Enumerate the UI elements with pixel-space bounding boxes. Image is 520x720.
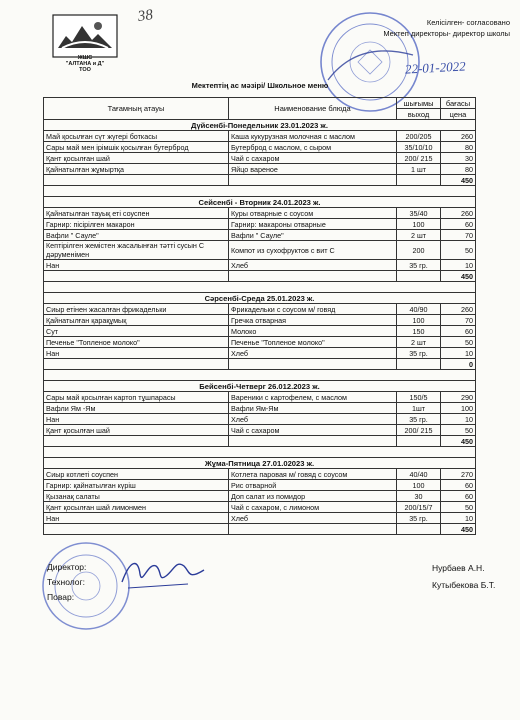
cell-dish-ru: Чай с сахаром, с лимоном — [229, 502, 397, 513]
cell-price: 10 — [441, 513, 476, 524]
header-out-ru: выход — [397, 109, 441, 120]
cell-price: 10 — [441, 348, 476, 359]
cell-dish-kz: Май қосылған сүт жүгері боткасы — [44, 131, 229, 142]
spacer-cell — [44, 282, 476, 293]
table-row — [44, 414, 476, 425]
cell-price: 100 — [441, 403, 476, 414]
cell-dish-ru: Каша кукурузная молочная с маслом — [229, 131, 397, 142]
table-row — [44, 241, 476, 260]
cell-dish-kz: Гарнир: қайнатылған күріш — [44, 480, 229, 491]
cell-output: 100 — [397, 480, 441, 491]
cell-dish-ru: Хлеб — [229, 414, 397, 425]
day-total: 0 — [441, 359, 476, 370]
cell-dish-ru: Гречка отварная — [229, 315, 397, 326]
day-total-row — [44, 436, 476, 447]
table-row — [44, 480, 476, 491]
cell-dish-ru: Яйцо вареное — [229, 164, 397, 175]
cell-price: 260 — [441, 304, 476, 315]
cell-output: 1 шт — [397, 164, 441, 175]
day-header-row — [44, 381, 476, 392]
table-row — [44, 392, 476, 403]
cell-price: 260 — [441, 131, 476, 142]
cell-price: 10 — [441, 260, 476, 271]
cell-price: 70 — [441, 315, 476, 326]
cell-price: 30 — [441, 153, 476, 164]
cell-output: 35 гр. — [397, 513, 441, 524]
day-total: 450 — [441, 436, 476, 447]
empty-cell — [229, 175, 397, 186]
empty-cell — [44, 524, 229, 535]
cell-dish-kz: Қант қосылған шай — [44, 153, 229, 164]
day-title: Сәрсенбі-Среда 25.01.2023 ж. — [44, 293, 476, 304]
day-header-row — [44, 197, 476, 208]
cell-dish-ru: Котлета паровая м/ говяд с соусом — [229, 469, 397, 480]
approval-line-agreed: Келісілген- согласовано — [426, 18, 510, 27]
empty-cell — [397, 175, 441, 186]
table-row — [44, 230, 476, 241]
table-row — [44, 304, 476, 315]
cell-output: 150 — [397, 326, 441, 337]
day-header-row — [44, 120, 476, 131]
cell-dish-ru: Компот из сухофруктов с вит С — [229, 241, 397, 260]
cell-output: 35 гр. — [397, 348, 441, 359]
empty-cell — [397, 524, 441, 535]
day-title: Бейсенбі-Четверг 26.012.2023 ж. — [44, 381, 476, 392]
cell-output: 40/90 — [397, 304, 441, 315]
header-price-kz: бағасы — [441, 98, 476, 109]
cell-price: 50 — [441, 425, 476, 436]
cell-dish-ru: Вафли " Сауле" — [229, 230, 397, 241]
day-total-row — [44, 175, 476, 186]
empty-cell — [229, 271, 397, 282]
table-row — [44, 491, 476, 502]
cell-dish-kz: Вафли " Сауле" — [44, 230, 229, 241]
table-row — [44, 260, 476, 271]
cell-dish-ru: Хлеб — [229, 348, 397, 359]
cell-output: 2 шт — [397, 230, 441, 241]
cell-dish-kz: Қызанақ салаты — [44, 491, 229, 502]
cell-dish-kz: Кептірілген жемістен жасалынған тәтті сусын С дәруменімен — [44, 241, 229, 260]
handwritten-date: 22-01-2022 — [404, 58, 466, 77]
cell-output: 200/ 215 — [397, 153, 441, 164]
approval-line-director: Мектеп директоры- директор школы — [383, 29, 510, 38]
spacer-cell — [44, 447, 476, 458]
cell-dish-ru: Доп салат из помидор — [229, 491, 397, 502]
company-logo-text: ЖШС "АЛТАНА и Д" ТОО — [65, 55, 105, 73]
cell-dish-kz: Сиыр котлеті соуспен — [44, 469, 229, 480]
cell-dish-ru: Чай с сахаром — [229, 153, 397, 164]
name-technologist: Кутыбекова Б.Т. — [432, 580, 496, 590]
cell-price: 50 — [441, 502, 476, 513]
label-director: Директор: — [47, 562, 87, 572]
table-row — [44, 326, 476, 337]
table-row — [44, 142, 476, 153]
empty-cell — [229, 524, 397, 535]
cell-price: 260 — [441, 208, 476, 219]
spacer-cell — [44, 370, 476, 381]
cell-dish-kz: Қант қосылған шай — [44, 425, 229, 436]
cell-output: 200/ 215 — [397, 425, 441, 436]
table-row — [44, 219, 476, 230]
cell-dish-kz: Нан — [44, 348, 229, 359]
cell-price: 50 — [441, 337, 476, 348]
cell-price: 290 — [441, 392, 476, 403]
day-title: Жұма-Пятница 27.01.02023 ж. — [44, 458, 476, 469]
table-row — [44, 403, 476, 414]
cell-price: 60 — [441, 326, 476, 337]
cell-dish-kz: Нан — [44, 414, 229, 425]
empty-cell — [397, 271, 441, 282]
empty-cell — [44, 271, 229, 282]
day-title: Сейсенбі - Вторник 24.01.2023 ж. — [44, 197, 476, 208]
table-header-row — [44, 98, 476, 109]
cell-output: 40/40 — [397, 469, 441, 480]
cell-output: 1шт — [397, 403, 441, 414]
day-total: 450 — [441, 175, 476, 186]
empty-cell — [44, 436, 229, 447]
cell-dish-kz: Сары май мен ірімшік қосылған бутерброд — [44, 142, 229, 153]
spacer-row — [44, 186, 476, 197]
cell-dish-ru: Рис отварной — [229, 480, 397, 491]
table-row — [44, 425, 476, 436]
signature-names — [432, 560, 495, 594]
page-title: Мектептің ас мәзірі/ Школьное меню — [191, 81, 329, 90]
cell-output: 35 гр. — [397, 414, 441, 425]
cell-output: 200/205 — [397, 131, 441, 142]
table-row — [44, 315, 476, 326]
table-row — [44, 348, 476, 359]
cell-dish-ru: Чай с сахаром — [229, 425, 397, 436]
cell-output: 200 — [397, 241, 441, 260]
day-header-row — [44, 458, 476, 469]
spacer-row — [44, 370, 476, 381]
header-kz: Тағамның атауы — [44, 98, 229, 120]
table-row — [44, 502, 476, 513]
spacer-row — [44, 282, 476, 293]
empty-cell — [44, 359, 229, 370]
cell-dish-kz: Сары май қосылған картоп тұшпарасы — [44, 392, 229, 403]
empty-cell — [397, 436, 441, 447]
empty-cell — [44, 175, 229, 186]
day-total: 450 — [441, 271, 476, 282]
day-total-row — [44, 271, 476, 282]
cell-output: 150/5 — [397, 392, 441, 403]
cell-dish-ru: Куры отварные с соусом — [229, 208, 397, 219]
cell-dish-ru: Хлеб — [229, 260, 397, 271]
menu-table — [43, 97, 476, 535]
handwritten-number: 38 — [136, 7, 154, 25]
header-price-ru: цена — [441, 109, 476, 120]
cell-dish-kz: Қайнатылған жұмыртқа — [44, 164, 229, 175]
table-row — [44, 513, 476, 524]
table-row — [44, 131, 476, 142]
spacer-cell — [44, 186, 476, 197]
cell-output: 35 гр. — [397, 260, 441, 271]
name-director: Нурбаев А.Н. — [432, 563, 485, 573]
day-total-row — [44, 359, 476, 370]
cell-output: 30 — [397, 491, 441, 502]
cell-output: 35/40 — [397, 208, 441, 219]
cell-dish-ru: Молоко — [229, 326, 397, 337]
table-row — [44, 164, 476, 175]
cell-dish-kz: Қант қосылған шай лимонмен — [44, 502, 229, 513]
cell-dish-kz: Нан — [44, 513, 229, 524]
day-header-row — [44, 293, 476, 304]
cell-dish-kz: Нан — [44, 260, 229, 271]
cell-dish-kz: Печенье "Топленое молоко" — [44, 337, 229, 348]
cell-dish-ru: Бутерброд с маслом, с сыром — [229, 142, 397, 153]
header-out-kz: шығымы — [397, 98, 441, 109]
cell-dish-ru: Вареники с картофелем, с маслом — [229, 392, 397, 403]
cell-dish-kz: Гарнир: пісірілген макарон — [44, 219, 229, 230]
table-row — [44, 469, 476, 480]
cell-output: 100 — [397, 219, 441, 230]
header-ru: Наименование блюда — [229, 98, 397, 120]
cell-dish-kz: Сиыр етінен жасалған фрикадельки — [44, 304, 229, 315]
empty-cell — [229, 436, 397, 447]
cell-price: 50 — [441, 241, 476, 260]
cell-price: 60 — [441, 219, 476, 230]
cell-price: 60 — [441, 480, 476, 491]
table-row — [44, 208, 476, 219]
cell-output: 100 — [397, 315, 441, 326]
cell-price: 80 — [441, 142, 476, 153]
cell-dish-ru: Хлеб — [229, 513, 397, 524]
director-signature-icon — [118, 552, 208, 594]
cell-price: 10 — [441, 414, 476, 425]
table-row — [44, 153, 476, 164]
day-total: 450 — [441, 524, 476, 535]
cell-dish-kz: Қайнатылған қарақұмық — [44, 315, 229, 326]
cell-dish-ru: Фрикадельки с соусом м/ говяд — [229, 304, 397, 315]
day-total-row — [44, 524, 476, 535]
cell-dish-ru: Гарнир: макароны отварные — [229, 219, 397, 230]
table-row — [44, 337, 476, 348]
cell-dish-ru: Вафли Ям-Ям — [229, 403, 397, 414]
cell-price: 70 — [441, 230, 476, 241]
cell-dish-ru: Печенье "Топленое молоко" — [229, 337, 397, 348]
label-cook: Повар: — [47, 592, 75, 602]
cell-dish-kz: Вафли Ям -Ям — [44, 403, 229, 414]
cell-dish-kz: Сут — [44, 326, 229, 337]
approval-block — [350, 17, 510, 39]
cell-price: 60 — [441, 491, 476, 502]
spacer-row — [44, 447, 476, 458]
empty-cell — [229, 359, 397, 370]
cell-output: 200/15/7 — [397, 502, 441, 513]
cell-dish-kz: Қайнатылған тауық еті соуспен — [44, 208, 229, 219]
signature-labels — [47, 560, 86, 605]
cell-price: 80 — [441, 164, 476, 175]
empty-cell — [397, 359, 441, 370]
cell-output: 35/10/10 — [397, 142, 441, 153]
cell-output: 2 шт — [397, 337, 441, 348]
label-technologist: Технолог: — [47, 577, 85, 587]
cell-price: 270 — [441, 469, 476, 480]
day-title: Дүйсенбі-Понедельник 23.01.2023 ж. — [44, 120, 476, 131]
